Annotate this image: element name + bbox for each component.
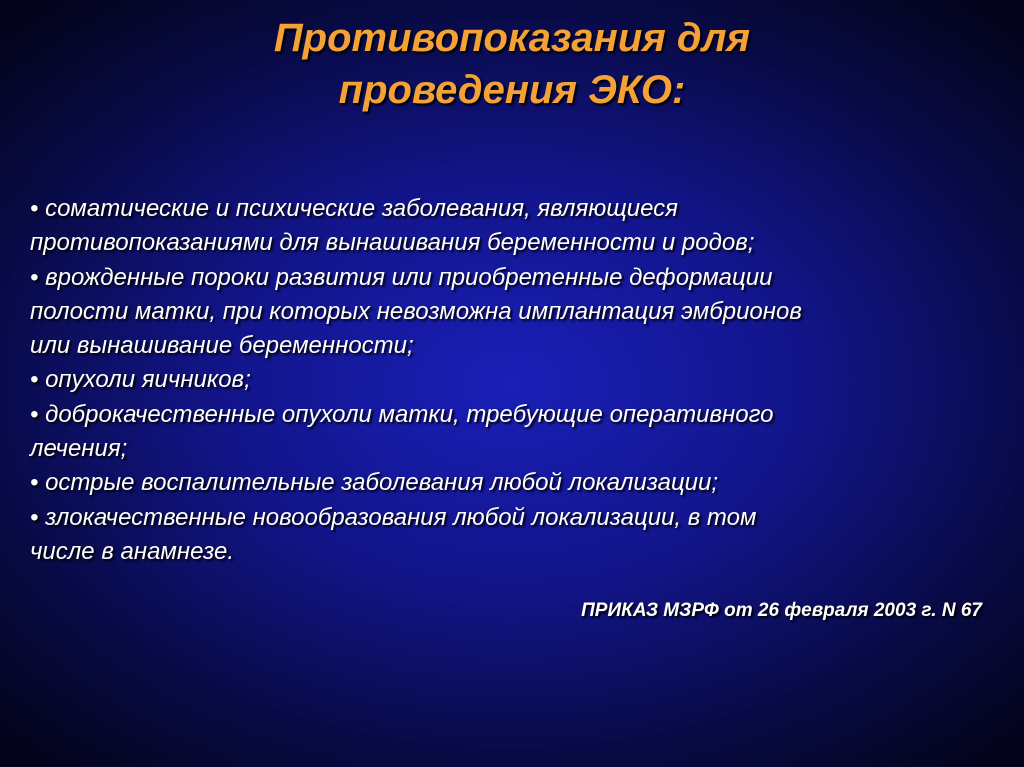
body-line: • доброкачественные опухоли матки, требующие оперативного xyxy=(30,400,774,428)
body-line: полости матки, при которых невозможна имплантация эмбрионов xyxy=(30,297,802,325)
order-reference: ПРИКАЗ МЗРФ от 26 февраля 2003 г. N 67 xyxy=(581,600,982,621)
body-line: числе в анамнезе. xyxy=(30,537,235,565)
contraindications-list xyxy=(30,192,990,569)
body-line: • соматические и психические заболевания, являющиеся xyxy=(30,195,678,222)
title-line: проведения ЭКО: xyxy=(338,68,686,112)
body-line: • злокачественные новообразования любой локализации, в том xyxy=(30,503,757,531)
body-line: • врожденные пороки развития или приобретенные деформации xyxy=(30,263,773,291)
slide-title xyxy=(0,12,1024,116)
body-line: • опухоли яичников; xyxy=(30,366,251,394)
body-line: лечения; xyxy=(30,435,128,463)
title-line: Противопоказания для xyxy=(273,16,751,60)
body-line: или вынашивание беременности; xyxy=(30,332,414,360)
body-line: противопоказаниями для вынашивания беременности и родов; xyxy=(30,229,755,257)
body-line: • острые воспалительные заболевания любой локализации; xyxy=(30,469,719,497)
